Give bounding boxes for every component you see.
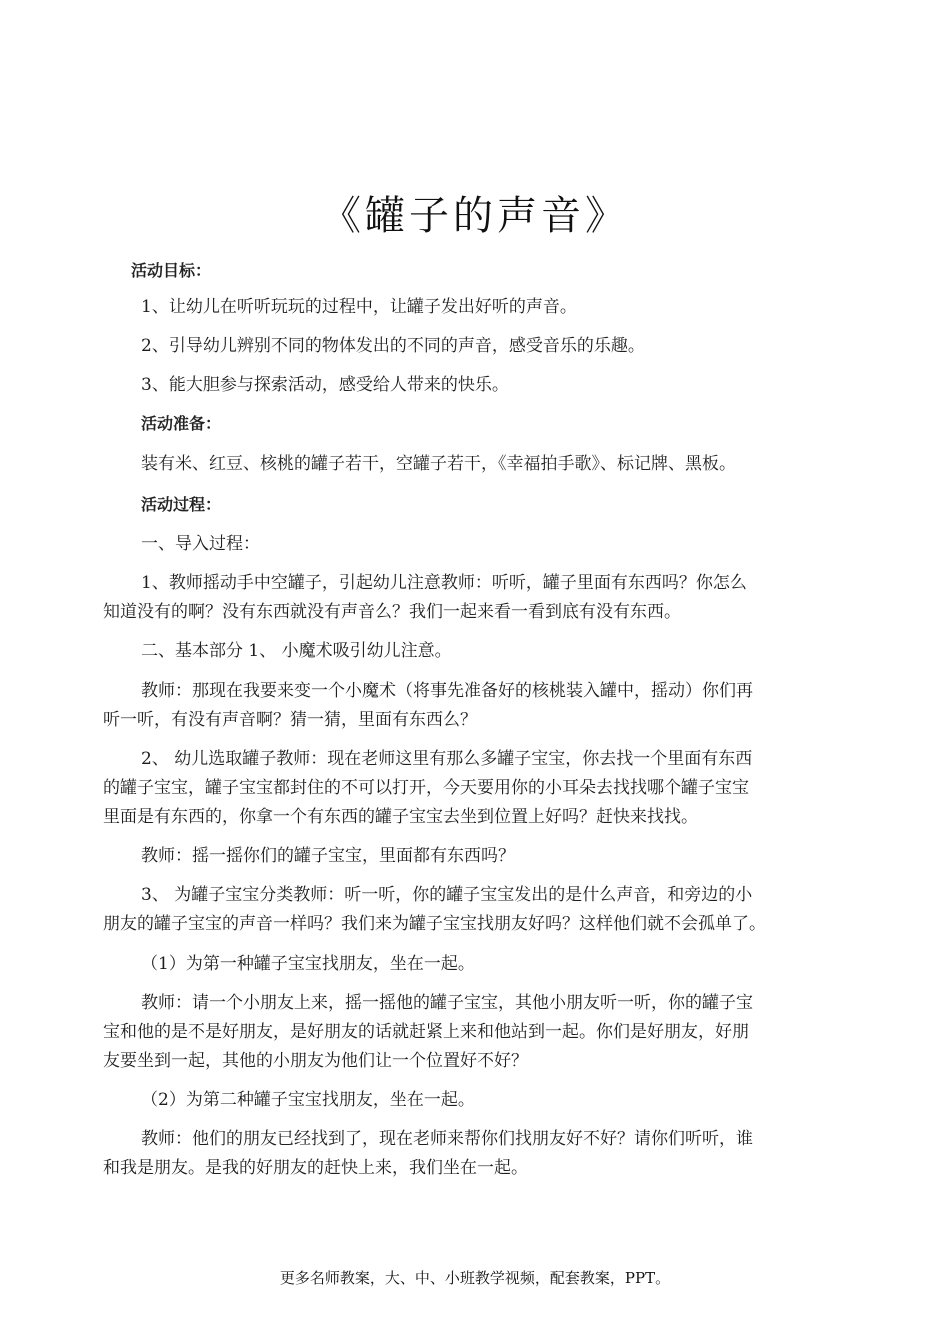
paragraph-3-line-2: 的罐子宝宝，罐子宝宝都封住的不可以打开，今天要用你的小耳朵去找找哪个罐子宝宝 [103, 778, 749, 798]
goal-2: 2、引导幼儿辨别不同的物体发出的不同的声音，感受音乐的乐趣。 [141, 336, 645, 356]
prep-text: 装有米、红豆、核桃的罐子若干，空罐子若干，《幸福拍手歌》、标记牌、黑板。 [141, 454, 736, 474]
paragraph-1-line-1: 1、教师摇动手中空罐子，引起幼儿注意教师：听听，罐子里面有东西吗？你怎么 [141, 573, 747, 593]
paragraph-5-line-1: 3、 为罐子宝宝分类教师：听一听，你的罐子宝宝发出的是什么声音，和旁边的小 [141, 885, 753, 905]
paragraph-8-line-1: （2）为第二种罐子宝宝找朋友，坐在一起。 [141, 1090, 475, 1110]
intro-heading: 一、导入过程： [141, 534, 260, 554]
paragraph-2-line-1: 教师：那现在我要来变一个小魔术（将事先准备好的核桃装入罐中，摇动）你们再 [141, 681, 753, 701]
paragraph-2-line-2: 听一听，有没有声音啊？猜一猜，里面有东西么？ [103, 710, 477, 730]
process-heading: 活动过程： [141, 495, 222, 514]
footer-note: 更多名师教案，大、中、小班教学视频，配套教案，PPT。 [279, 1269, 671, 1287]
paragraph-6-line-1: （1）为第一种罐子宝宝找朋友，坐在一起。 [141, 954, 475, 974]
document-title: 《罐子的声音》 [321, 193, 629, 239]
goal-3: 3、能大胆参与探索活动，感受给人带来的快乐。 [141, 375, 509, 395]
goal-1: 1、让幼儿在听听玩玩的过程中，让罐子发出好听的声音。 [141, 297, 577, 317]
paragraph-9-line-2: 和我是朋友。是我的好朋友的赶快上来，我们坐在一起。 [103, 1158, 528, 1178]
paragraph-3-line-1: 2、 幼儿选取罐子教师：现在老师这里有那么多罐子宝宝，你去找一个里面有东西 [141, 749, 753, 769]
paragraph-7-line-2: 宝和他的是不是好朋友，是好朋友的话就赶紧上来和他站到一起。你们是好朋友，好朋 [103, 1022, 749, 1042]
paragraph-4-line-1: 教师：摇一摇你们的罐子宝宝，里面都有东西吗？ [141, 846, 515, 866]
goals-heading: 活动目标： [131, 261, 212, 280]
paragraph-1-line-2: 知道没有的啊？没有东西就没有声音么？我们一起来看一看到底有没有东西。 [103, 602, 681, 622]
basic-heading: 二、基本部分 1、 小魔术吸引幼儿注意。 [141, 641, 452, 661]
paragraph-5-line-2: 朋友的罐子宝宝的声音一样吗？我们来为罐子宝宝找朋友好吗？这样他们就不会孤单了。 [103, 914, 766, 934]
paragraph-3-line-3: 里面是有东西的，你拿一个有东西的罐子宝宝去坐到位置上好吗？赶快来找找。 [103, 807, 698, 827]
prep-heading: 活动准备： [141, 414, 222, 433]
paragraph-9-line-1: 教师：他们的朋友已经找到了，现在老师来帮你们找朋友好不好？请你们听听，谁 [141, 1129, 753, 1149]
paragraph-7-line-1: 教师：请一个小朋友上来，摇一摇他的罐子宝宝，其他小朋友听一听，你的罐子宝 [141, 993, 753, 1013]
paragraph-7-line-3: 友要坐到一起，其他的小朋友为他们让一个位置好不好？ [103, 1051, 528, 1071]
